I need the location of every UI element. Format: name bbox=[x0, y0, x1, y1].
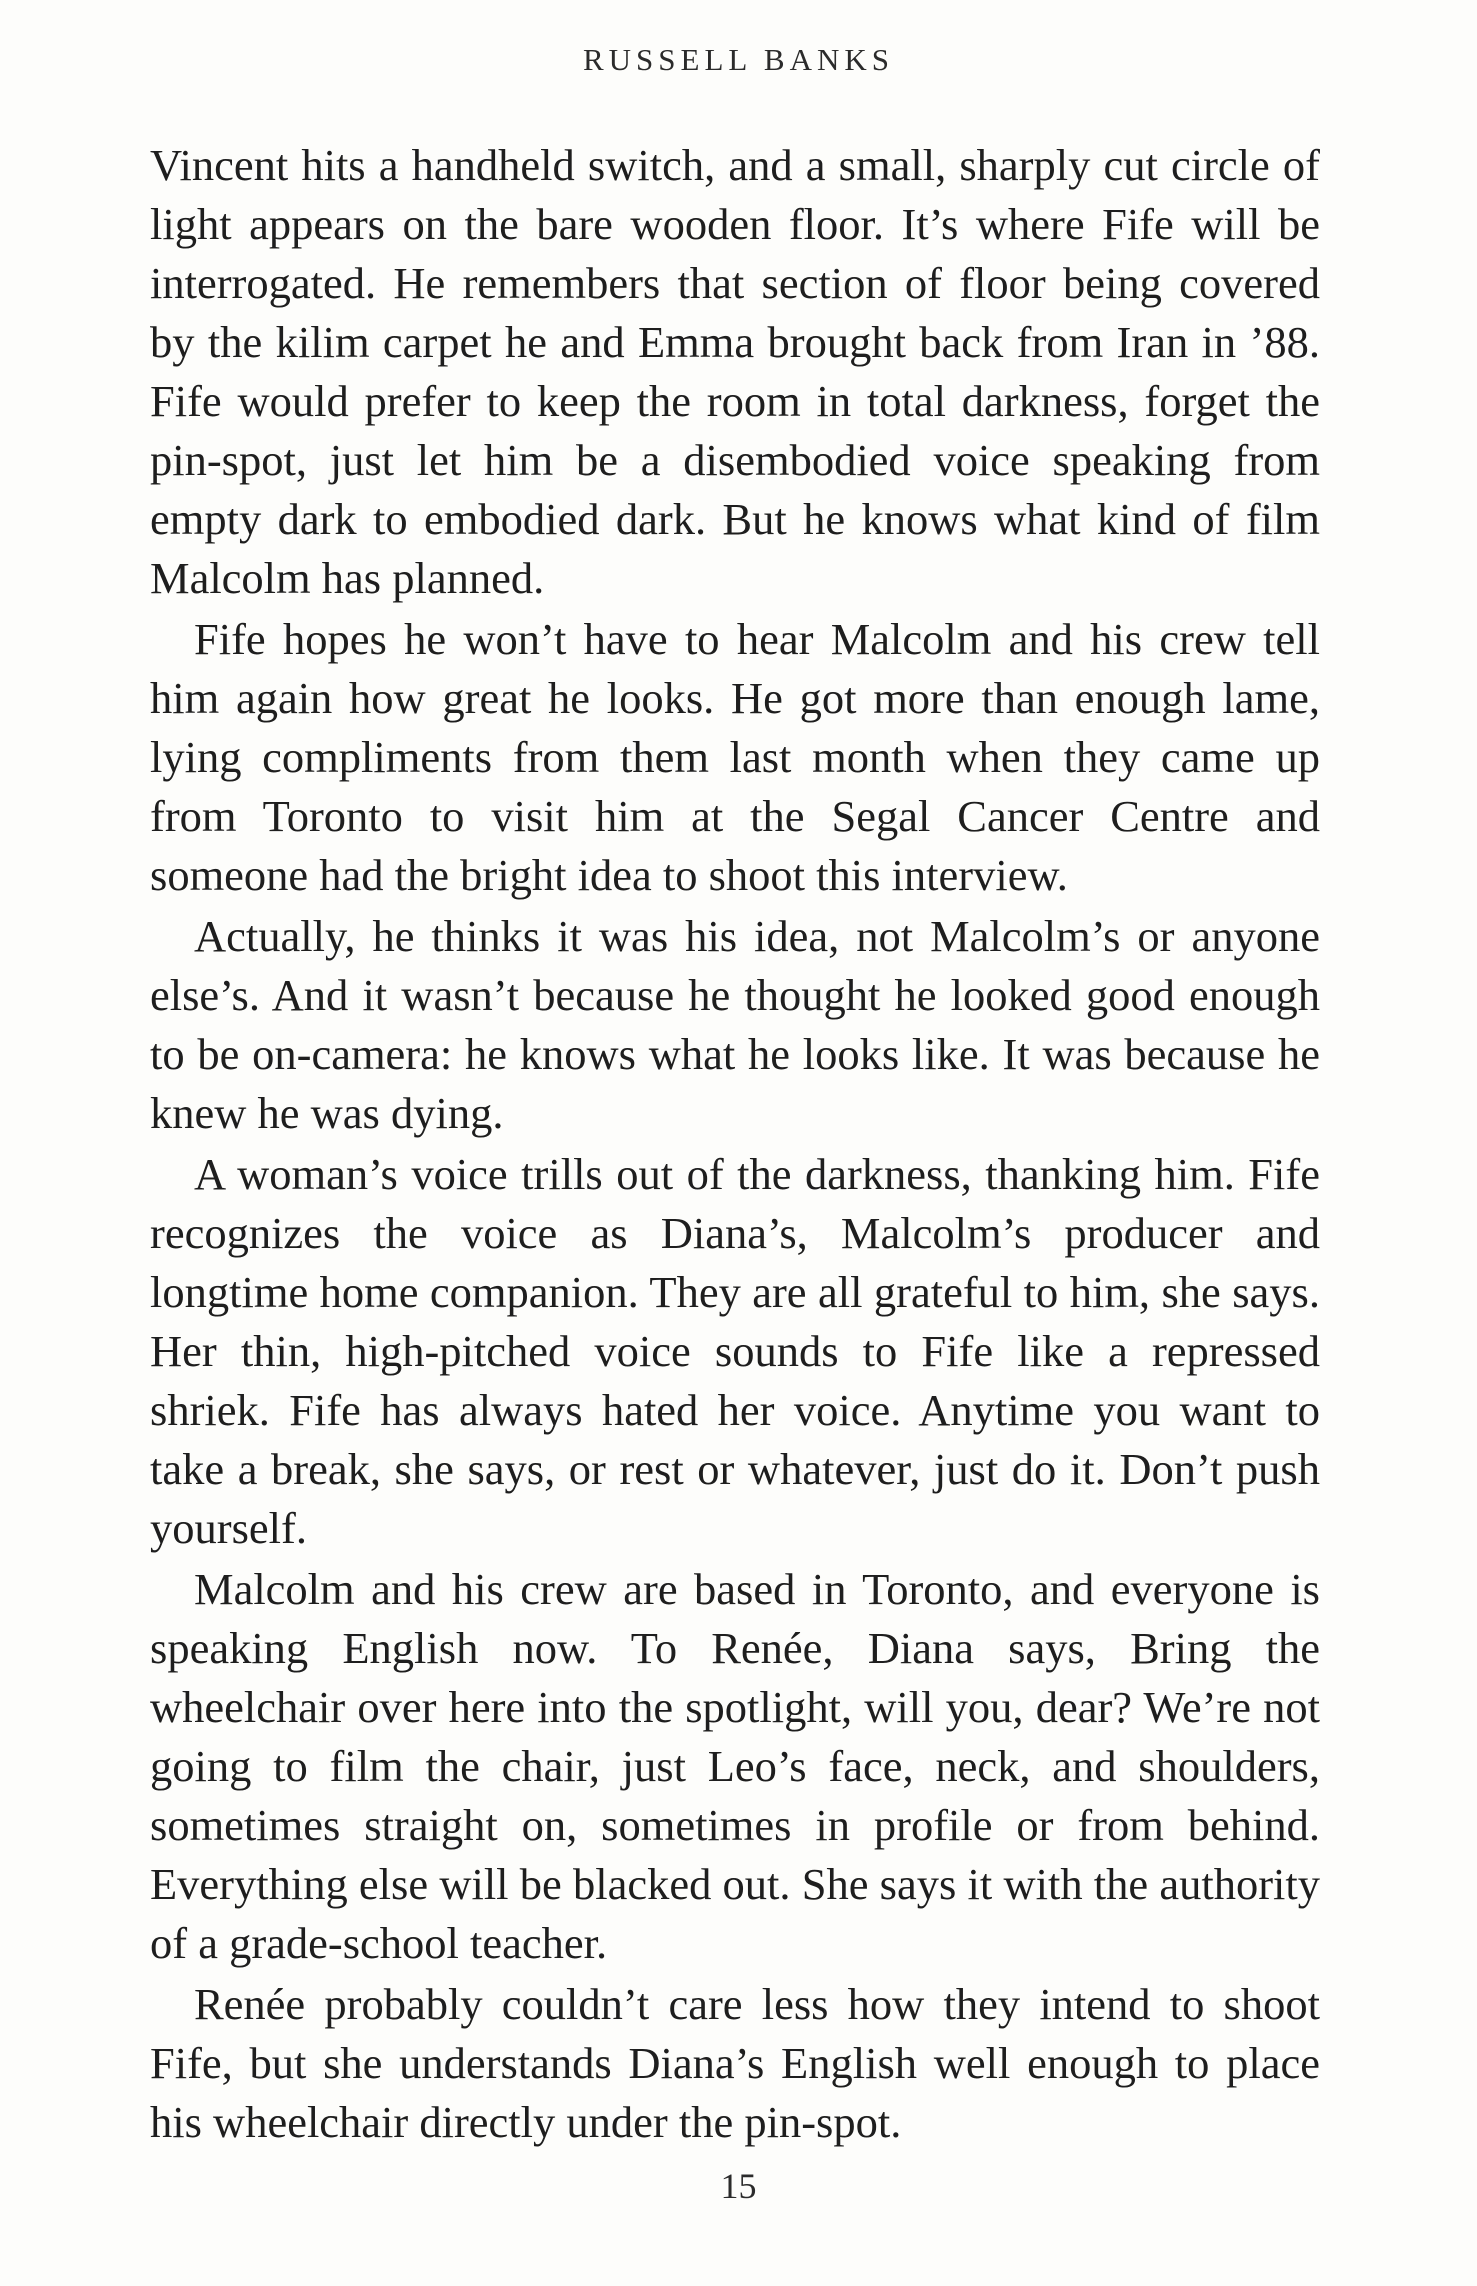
paragraph: A woman’s voice trills out of the darkness, thanking him. Fife recognizes the voice as Diana’s, Malcolm’s producer and longtime home companion. They are all grateful to him, she says. Her thin, high-pitched voice sounds to Fife like a repressed shriek. Fife has always hated her voice. Anytime you want to take a break, she says, or rest or whatever, just do it. Don’t push yourself. bbox=[150, 1149, 1320, 1553]
paragraph: Actually, he thinks it was his idea, not Malcolm’s or anyone else’s. And it wasn’t because he thought he looked good enough to be on-camera: he knows what he looks like. It was because he knew he was dying. bbox=[150, 911, 1320, 1138]
paragraph: Renée probably couldn’t care less how they intend to shoot Fife, but she understands Diana’s English well enough to place his wheelchair directly under the pin-spot. bbox=[150, 1979, 1320, 2147]
paragraph: Malcolm and his crew are based in Toronto, and everyone is speaking English now. To Renée, Diana says, Bring the wheelchair over here into the spotlight, will you, dear? We’re not going to film the chair, just Leo’s face, neck, and shoulders, sometimes straight on, sometimes in profile or from behind. Everything else will be blacked out. She says it with the authority of a grade-school teacher. bbox=[150, 1564, 1320, 1968]
paragraph: Fife hopes he won’t have to hear Malcolm and his crew tell him again how great he looks. He got more than enough lame, lying compliments from them last month when they came up from Toronto to visit him at the Segal Cancer Centre and someone had the bright idea to shoot this interview. bbox=[150, 614, 1320, 900]
body-text bbox=[150, 136, 1320, 2154]
paragraph: Vincent hits a handheld switch, and a small, sharply cut circle of light appears on the bare wooden floor. It’s where Fife will be interrogated. He remembers that section of floor being covered by the kilim carpet he and Emma brought back from Iran in ’88. Fife would prefer to keep the room in total darkness, forget the pin-spot, just let him be a disembodied voice speaking from empty dark to embodied dark. But he knows what kind of film Malcolm has planned. bbox=[150, 140, 1320, 603]
page-number: 15 bbox=[720, 2166, 757, 2206]
running-head: RUSSELL BANKS bbox=[582, 42, 895, 77]
